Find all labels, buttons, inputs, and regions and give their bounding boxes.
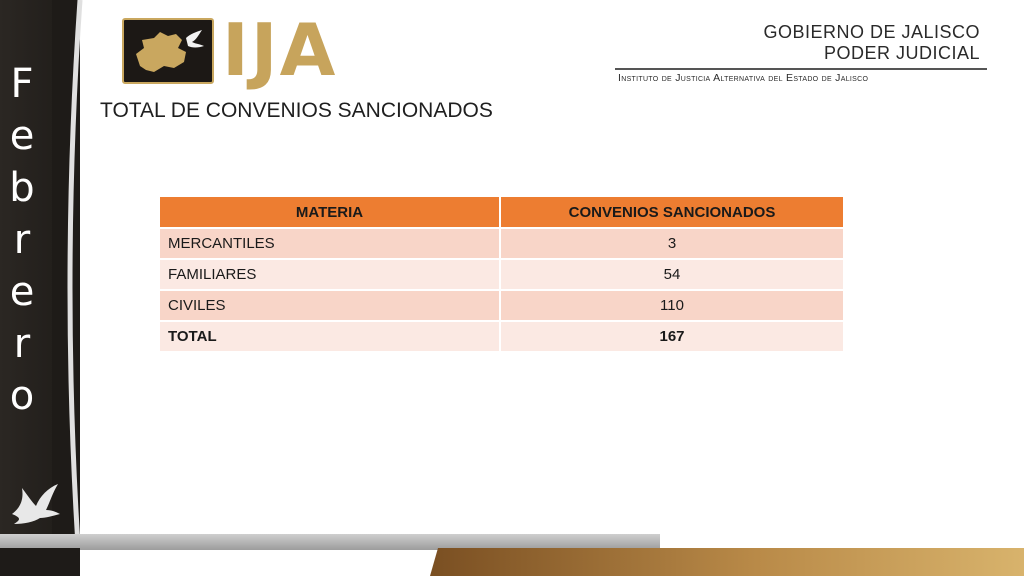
column-header-materia: MATERIA (160, 197, 500, 228)
bottom-gold-bar (430, 548, 1024, 576)
bottom-dark-edge (0, 548, 80, 576)
table-row (160, 228, 843, 259)
judicial-branch: PODER JUDICIAL (823, 43, 980, 63)
table-total-row (160, 321, 843, 352)
month-letter: o (9, 373, 35, 419)
slide-title: TOTAL DE CONVENIOS SANCIONADOS (100, 99, 493, 122)
month-letter: b (9, 165, 35, 211)
logo-emblem (122, 18, 214, 84)
convenios-cell: 54 (500, 259, 843, 290)
month-vertical-title (2, 58, 42, 422)
total-value-cell: 167 (500, 321, 843, 352)
month-letter: r (13, 217, 31, 263)
column-header-convenios: CONVENIOS SANCIONADOS (500, 197, 843, 228)
materia-cell: CIVILES (160, 290, 500, 321)
bottom-gray-bar (0, 534, 660, 550)
institute-name: Instituto de Justicia Alternativa del Estado de Jalisco (618, 72, 869, 84)
materia-cell: FAMILIARES (160, 259, 500, 290)
month-letter: e (9, 269, 35, 315)
dove-icon (6, 478, 62, 528)
month-letter: F (10, 61, 34, 107)
government-name: GOBIERNO DE JALISCO (763, 22, 980, 42)
header-divider (615, 68, 987, 70)
jalisco-map-icon (130, 26, 208, 78)
month-letter: r (13, 321, 31, 367)
total-label-cell: TOTAL (160, 321, 500, 352)
convenios-cell: 3 (500, 228, 843, 259)
table-header-row (160, 197, 843, 228)
table-row (160, 290, 843, 321)
month-letter: e (9, 113, 35, 159)
convenios-table (160, 197, 843, 353)
ija-logo-text: IJA (222, 8, 338, 92)
table-row (160, 259, 843, 290)
convenios-cell: 110 (500, 290, 843, 321)
materia-cell: MERCANTILES (160, 228, 500, 259)
